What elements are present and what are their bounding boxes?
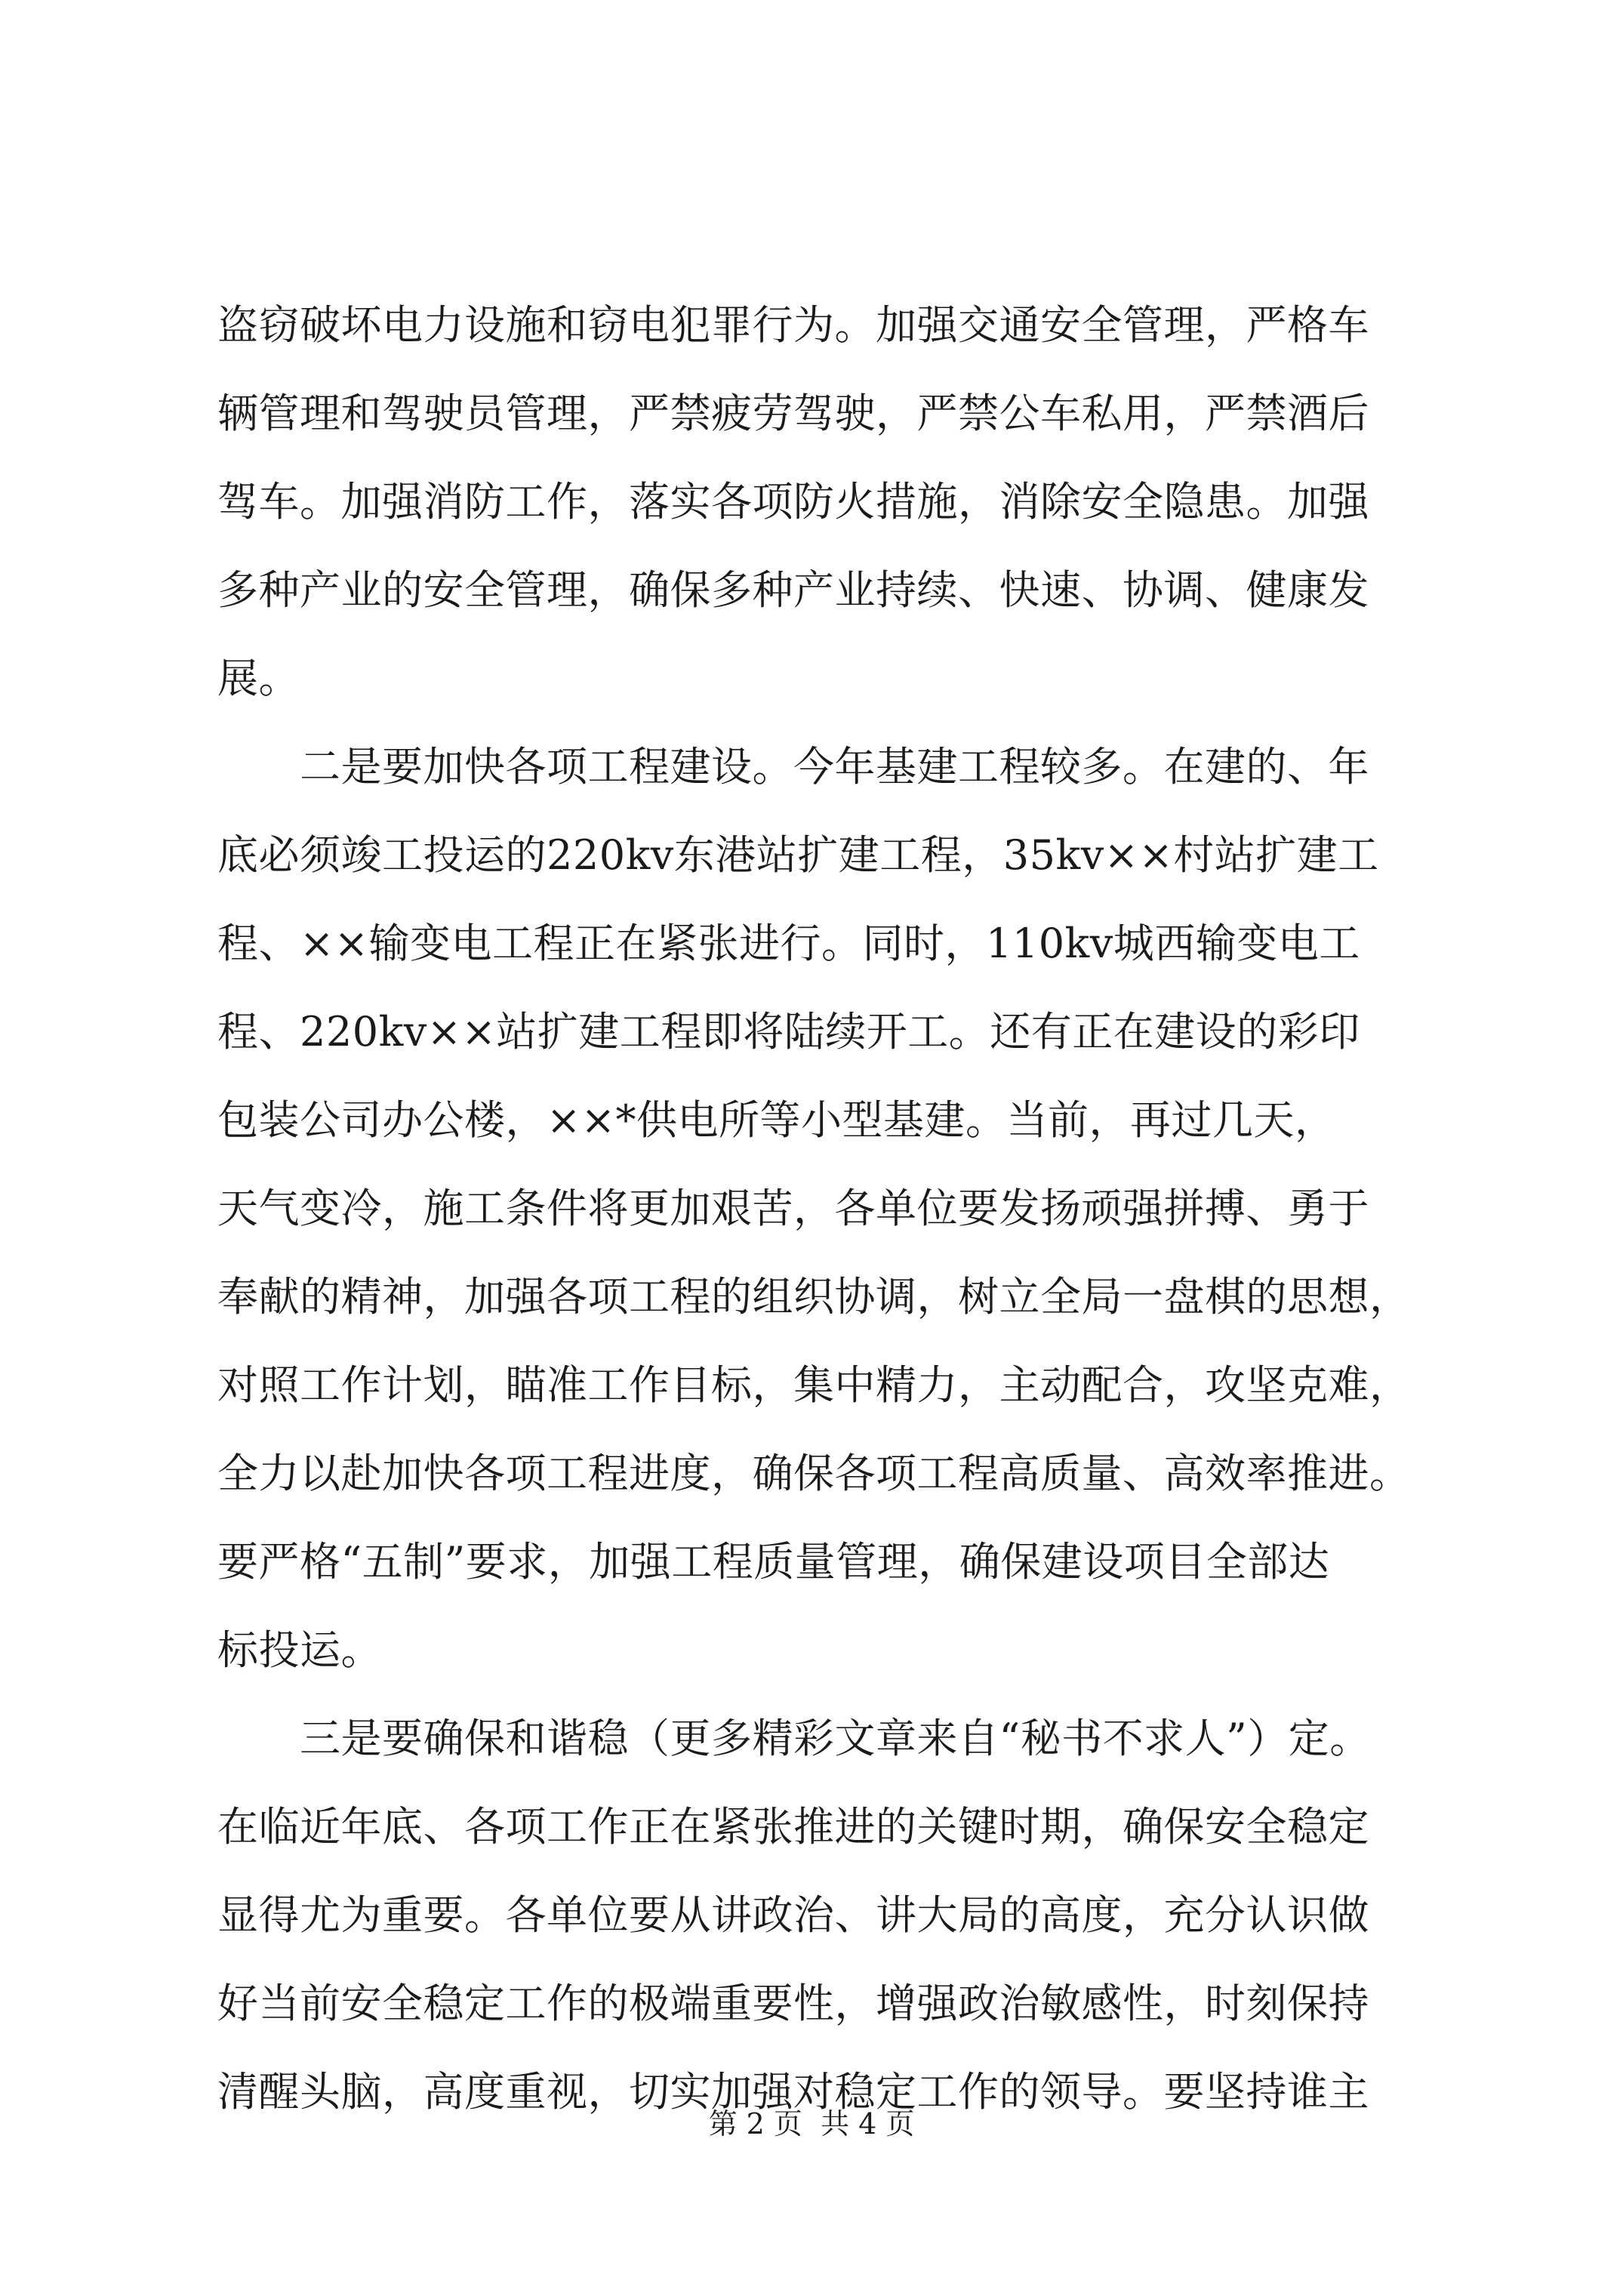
text-line: 标投运。 — [217, 1626, 382, 1674]
text-line: 二是要加快各项工程建设。今年基建工程较多。在建的、年 — [217, 743, 1369, 791]
text-line: 多种产业的安全管理，确保多种产业持续、快速、协调、健康发 — [217, 566, 1369, 614]
text-line: 程、××输变电工程正在紧张进行。同时，110kv城西输变电工 — [217, 920, 1360, 967]
text-line: 辆管理和驾驶员管理，严禁疲劳驾驶，严禁公车私用，严禁酒后 — [217, 390, 1369, 437]
text-line: 对照工作计划，瞄准工作目标，集中精力，主动配合，攻坚克难， — [217, 1361, 1411, 1409]
text-line: 程、220kv××站扩建工程即将陆续开工。还有正在建设的彩印 — [217, 1008, 1360, 1056]
text-line: 奉献的精神，加强各项工程的组织协调，树立全局一盘棋的思想， — [217, 1273, 1411, 1321]
text-line: 天气变冷，施工条件将更加艰苦，各单位要发扬顽强拼搏、勇于 — [217, 1185, 1369, 1232]
text-line: 全力以赴加快各项工程进度，确保各项工程高质量、高效率推进。 — [217, 1450, 1411, 1497]
text-line: 显得尤为重要。各单位要从讲政治、讲大局的高度，充分认识做 — [217, 1891, 1369, 1939]
text-line: 好当前安全稳定工作的极端重要性，增强政治敏感性，时刻保持 — [217, 1980, 1369, 2027]
text-line: 驾车。加强消防工作，落实各项防火措施，消除安全隐患。加强 — [217, 478, 1369, 525]
text-line: 清醒头脑，高度重视，切实加强对稳定工作的领导。要坚持谁主 — [217, 2068, 1369, 2116]
text-line: 要严格“五制”要求，加强工程质量管理，确保建设项目全部达 — [217, 1538, 1330, 1586]
text-line: 展。 — [217, 655, 300, 702]
body-text — [217, 281, 1425, 2136]
page-number-footer: 第 2 页 共 4 页 — [708, 2107, 915, 2140]
text-line: 底必须竣工投运的220kv东港站扩建工程，35kv××村站扩建工 — [217, 831, 1379, 879]
text-line: 包装公司办公楼，××*供电所等小型基建。当前，再过几天， — [217, 1096, 1336, 1144]
text-line: 盗窃破坏电力设施和窃电犯罪行为。加强交通安全管理，严格车 — [217, 301, 1369, 349]
text-line: 在临近年底、各项工作正在紧张推进的关键时期，确保安全稳定 — [217, 1803, 1369, 1851]
text-line: 三是要确保和谐稳（更多精彩文章来自“秘书不求人”）定。 — [217, 1715, 1371, 1762]
